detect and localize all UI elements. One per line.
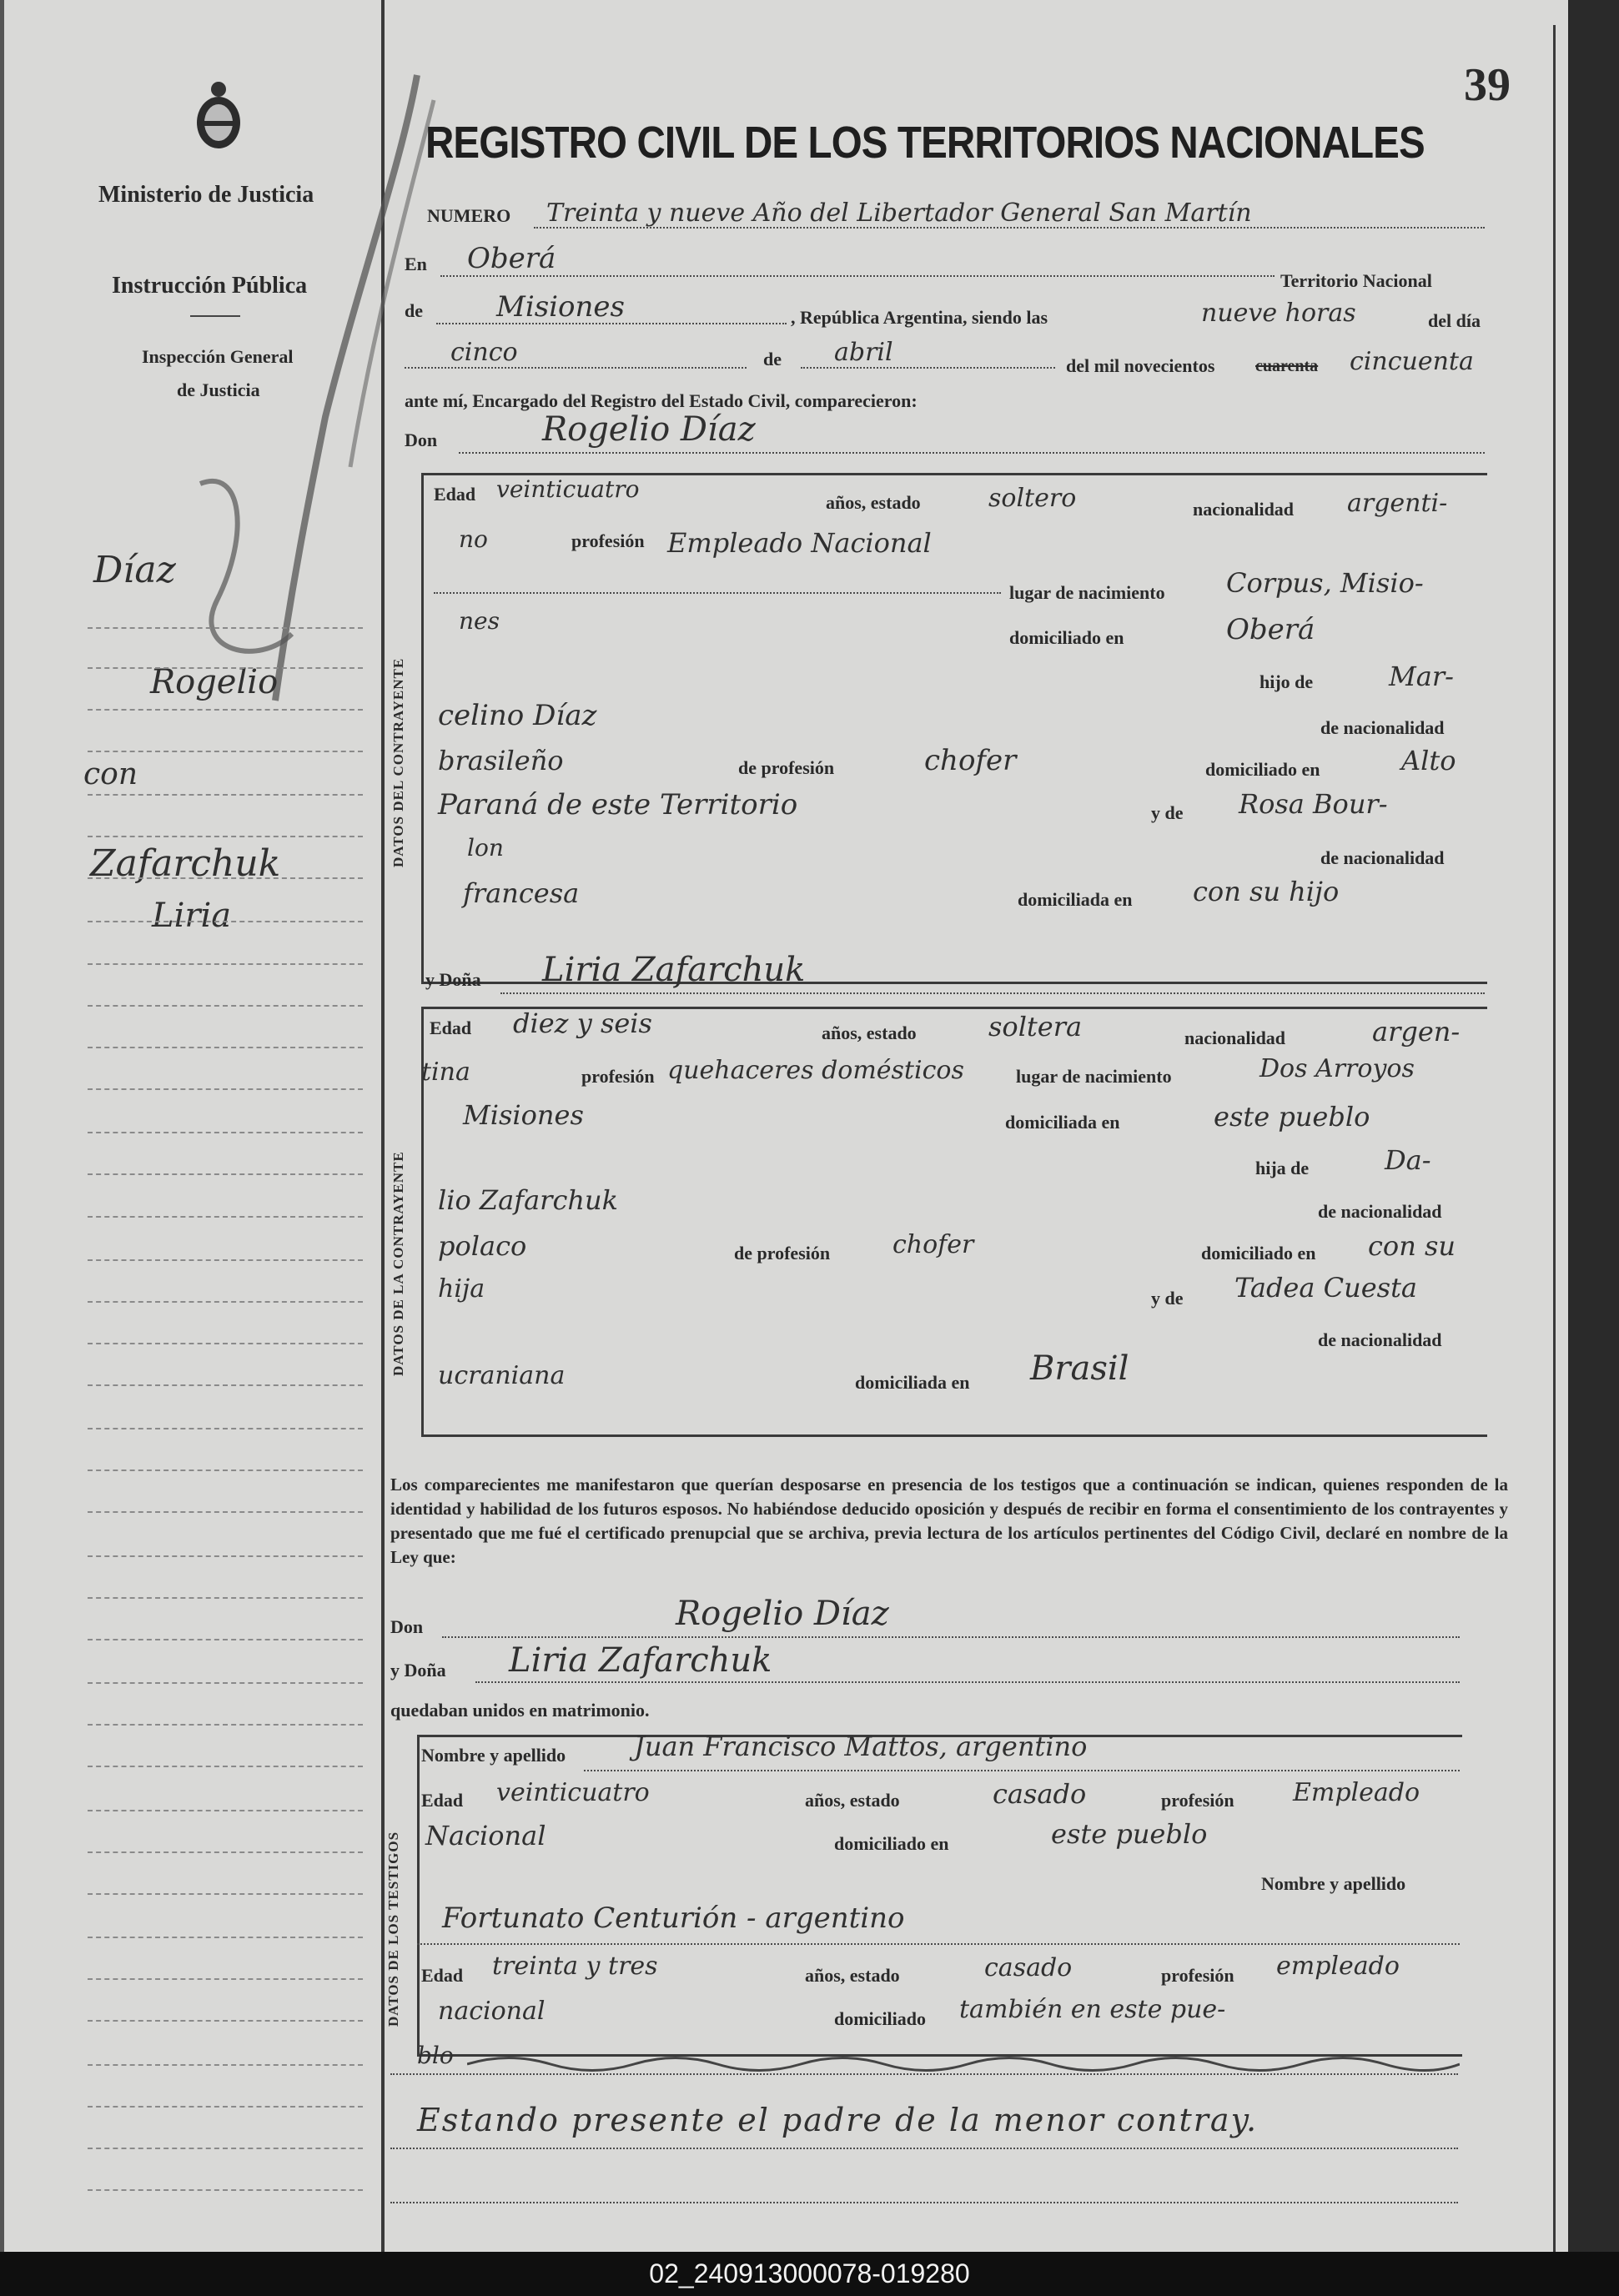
witness2-domicilio-value-1: también en este pue- (959, 1995, 1226, 2024)
groom-nacionalidad-label: nacionalidad (1193, 499, 1295, 520)
groom-madre-value-1: Rosa Bour- (1239, 788, 1388, 820)
don-line (459, 452, 1485, 454)
groom-padre-value-1: Mar- (1389, 661, 1454, 692)
groom-anos-label: años, estado (826, 492, 921, 513)
bride-domicilio-label: domiciliada en (1005, 1112, 1120, 1133)
witness1-profesion-value-2: Nacional (425, 1820, 546, 1851)
closing-line-2 (390, 2148, 1458, 2149)
margin-note-surname-2: Zafarchuk (90, 842, 281, 885)
bride-padre-nac-label: de nacionalidad (1318, 1201, 1442, 1222)
dona-line-2 (475, 1681, 1460, 1683)
witness2-domicilio-label: domiciliado (834, 2008, 927, 2029)
bride-nacionalidad-value-1: argen- (1372, 1016, 1461, 1048)
del-mil-label: del mil novecientos (1066, 355, 1215, 376)
don-label: Don (405, 430, 438, 450)
witness2-line (417, 1943, 1460, 1945)
witness1-nombre-value: Juan Francisco Mattos, argentino (634, 1731, 1088, 1762)
groom-lugar-value-1: Corpus, Misio- (1226, 567, 1424, 599)
bride-data-title: DATOS DE LA CONTRAYENTE (390, 1151, 406, 1376)
bride-anos-label: años, estado (822, 1022, 917, 1043)
instruction-label: Instrucción Pública (112, 273, 308, 299)
bride-madre-dom-value: Brasil (1030, 1349, 1129, 1388)
witness1-profesion-value-1: Empleado (1293, 1778, 1420, 1807)
dona-value-2: Liria Zafarchuk (509, 1641, 772, 1680)
right-border-line (1553, 25, 1556, 2252)
page-title: REGISTRO CIVIL DE LOS TERRITORIOS NACIONALES (425, 118, 1425, 168)
de-label: de (405, 300, 423, 321)
left-binding-line (0, 0, 4, 2252)
groom-edad-label: Edad (434, 484, 476, 505)
witness2-estado-value: casado (984, 1953, 1073, 1982)
territorio-label: Territorio Nacional (1280, 270, 1432, 291)
scan-edge (1568, 0, 1619, 2252)
groom-nacionalidad-value-2: no (459, 525, 488, 553)
quedaban-label: quedaban unidos en matrimonio. (390, 1700, 650, 1721)
bride-lugar-value-2: Misiones (463, 1099, 584, 1131)
bride-padre-dom-value-2: hija (438, 1274, 485, 1304)
groom-hijo-label: hijo de (1260, 671, 1314, 692)
closing-line-1 (390, 2073, 1458, 2075)
groom-domicilio-value: Oberá (1226, 613, 1315, 646)
horas-value: nueve horas (1201, 299, 1356, 328)
ante-mi-label: ante mí, Encargado del Registro del Estado Civil, comparecieron: (405, 390, 918, 411)
groom-padre-dom-value-2: Paraná de este Territorio (438, 788, 798, 821)
bride-edad-value: diez y seis (513, 1007, 652, 1039)
dona-line (500, 992, 1485, 994)
witness2-domicilio-value-2: blo (417, 2042, 454, 2069)
en-label: En (405, 254, 427, 274)
en-value: Oberá (467, 242, 556, 275)
groom-nacionalidad-value-1: argenti- (1347, 489, 1448, 518)
don-value-2: Rogelio Díaz (676, 1595, 889, 1633)
margin-note-con: con (83, 757, 138, 791)
bride-padre-value-2: lio Zafarchuk (438, 1184, 618, 1216)
bride-padre-nac-value: polaco (438, 1230, 527, 1262)
dona-value: Liria Zafarchuk (542, 951, 806, 989)
witness2-edad-value: treinta y tres (492, 1952, 658, 1981)
witness1-edad-value: veinticuatro (496, 1778, 650, 1807)
bride-y-de-label: y de (1151, 1288, 1184, 1309)
bride-nacionalidad-label: nacionalidad (1184, 1027, 1286, 1048)
bride-madre-nac-label: de nacionalidad (1318, 1329, 1442, 1350)
en-line (440, 275, 1275, 277)
bride-hija-label: hija de (1255, 1158, 1310, 1178)
witnesses-data-title: DATOS DE LOS TESTIGOS (385, 1831, 401, 2027)
groom-padre-prof-label: de profesión (738, 757, 835, 778)
y-dona-label-2: y Doña (390, 1660, 446, 1681)
bride-padre-prof-label: de profesión (734, 1243, 831, 1264)
groom-padre-prof-value: chofer (924, 744, 1017, 777)
bride-madre-value: Tadea Cuesta (1234, 1272, 1417, 1304)
groom-madre-nac-value: francesa (463, 877, 580, 909)
groom-estado-value: soltero (988, 484, 1077, 513)
inspection-label-line2: de Justicia (177, 379, 260, 400)
groom-padre-nac-value: brasileño (438, 745, 564, 776)
bride-lugar-value-1: Dos Arroyos (1260, 1054, 1415, 1083)
mes-line (801, 367, 1055, 369)
bride-lugar-label: lugar de nacimiento (1016, 1066, 1172, 1087)
numero-value: Treinta y nueve Año del Libertador General San Martín (546, 198, 1252, 228)
witness2-edad-label: Edad (421, 1965, 464, 1986)
de-value: Misiones (496, 290, 625, 324)
groom-data-title: DATOS DEL CONTRAYENTE (390, 657, 406, 867)
witness1-edad-label: Edad (421, 1790, 464, 1811)
groom-lugar-value-2: nes (459, 607, 500, 635)
bride-domicilio-value: este pueblo (1214, 1101, 1370, 1133)
witness1-anos-label: años, estado (805, 1790, 900, 1811)
groom-padre-nac-label: de nacionalidad (1320, 717, 1445, 738)
anio-struck-value: cuarenta (1255, 357, 1319, 375)
witness1-nombre-label: Nombre y apellido (421, 1745, 566, 1766)
don-label-2: Don (390, 1616, 424, 1637)
witness1-line (584, 1770, 1460, 1771)
mes-value: abril (834, 338, 893, 367)
witness2-profesion-value-1: empleado (1276, 1952, 1400, 1981)
anio-value: cincuenta (1350, 347, 1474, 376)
groom-line-3 (434, 592, 1001, 594)
bride-padre-prof-value: chofer (892, 1230, 974, 1259)
groom-padre-dom-label: domiciliado en (1205, 759, 1320, 780)
groom-domicilio-label: domiciliado en (1009, 627, 1124, 648)
closing-text: Estando presente el padre de la menor contray. (417, 2102, 1259, 2138)
margin-note-firstname-2: Liria (152, 897, 232, 935)
witness1-profesion-label: profesión (1161, 1790, 1234, 1811)
groom-madre-value-2: lon (467, 834, 504, 862)
groom-y-de-label: y de (1151, 802, 1184, 823)
witness1-domicilio-label: domiciliado en (834, 1833, 949, 1854)
groom-madre-nac-label: de nacionalidad (1320, 847, 1445, 868)
bride-edad-label: Edad (430, 1017, 472, 1038)
margin-note-surname: Díaz (93, 549, 176, 591)
bride-padre-dom-value-1: con su (1368, 1230, 1456, 1262)
groom-lugar-label: lugar de nacimiento (1009, 582, 1165, 603)
scan-id-footer: 02_240913000078-019280 (0, 2252, 1619, 2296)
closing-line-3 (390, 2202, 1458, 2203)
witness1-estado-value: casado (993, 1778, 1087, 1810)
declaration-paragraph: Los comparecientes me manifestaron que querían desposarse en presencia de los testigos que a continuación se indican, quienes responden de la identidad y habilidad de los futuros esposos. No habiéndose deducido oposición y después de recibir en forma el consentimiento de los contrayentes y presentado que me fué el certificado prenupcial que se archiva, previa lectura de los artículos pertinentes del Código Civil, declaré en nombre de la Ley que: (390, 1475, 1508, 1567)
bride-profesion-value: quehaceres domésticos (667, 1056, 964, 1085)
de2-label: de (763, 349, 782, 369)
bride-madre-dom-label: domiciliada en (855, 1372, 970, 1393)
groom-profesion-value: Empleado Nacional (667, 527, 932, 559)
inspection-label-line1: Inspección General (142, 346, 294, 367)
don-line-2 (442, 1636, 1460, 1638)
republica-label: , República Argentina, siendo las (791, 307, 1048, 328)
witness2-profesion-value-2: nacional (438, 1997, 546, 2026)
ministry-label: Ministerio de Justicia (98, 182, 314, 208)
groom-padre-dom-value-1: Alto (1401, 745, 1456, 776)
groom-profesion-label: profesión (571, 530, 645, 551)
witness2-profesion-label: profesión (1161, 1965, 1234, 1986)
groom-madre-dom-value: con su hijo (1193, 876, 1340, 907)
bride-padre-value-1: Da- (1385, 1144, 1431, 1176)
don-value: Rogelio Díaz (542, 410, 756, 449)
witness2-nombre-value: Fortunato Centurión - argentino (442, 1902, 905, 1935)
witness2-nombre-label: Nombre y apellido (1261, 1873, 1406, 1894)
y-dona-label: y Doña (425, 969, 481, 990)
del-dia-label: del día (1428, 310, 1481, 331)
dia-line (405, 367, 747, 369)
bride-nacionalidad-value-2: tina (421, 1058, 470, 1087)
groom-edad-value: veinticuatro (496, 475, 640, 503)
bride-madre-nac-value: ucraniana (438, 1361, 566, 1390)
bride-profesion-label: profesión (581, 1066, 655, 1087)
bride-padre-dom-label: domiciliado en (1201, 1243, 1316, 1264)
numero-label: NUMERO (427, 205, 511, 226)
page-number: 39 (1464, 59, 1511, 111)
bride-estado-value: soltera (988, 1011, 1083, 1042)
margin-note-firstname: Rogelio (150, 663, 279, 701)
witness1-domicilio-value: este pueblo (1051, 1818, 1208, 1850)
groom-padre-value-2: celino Díaz (438, 699, 597, 732)
witness2-anos-label: años, estado (805, 1965, 900, 1986)
groom-madre-dom-label: domiciliada en (1018, 889, 1133, 910)
dia-value: cinco (450, 338, 518, 367)
